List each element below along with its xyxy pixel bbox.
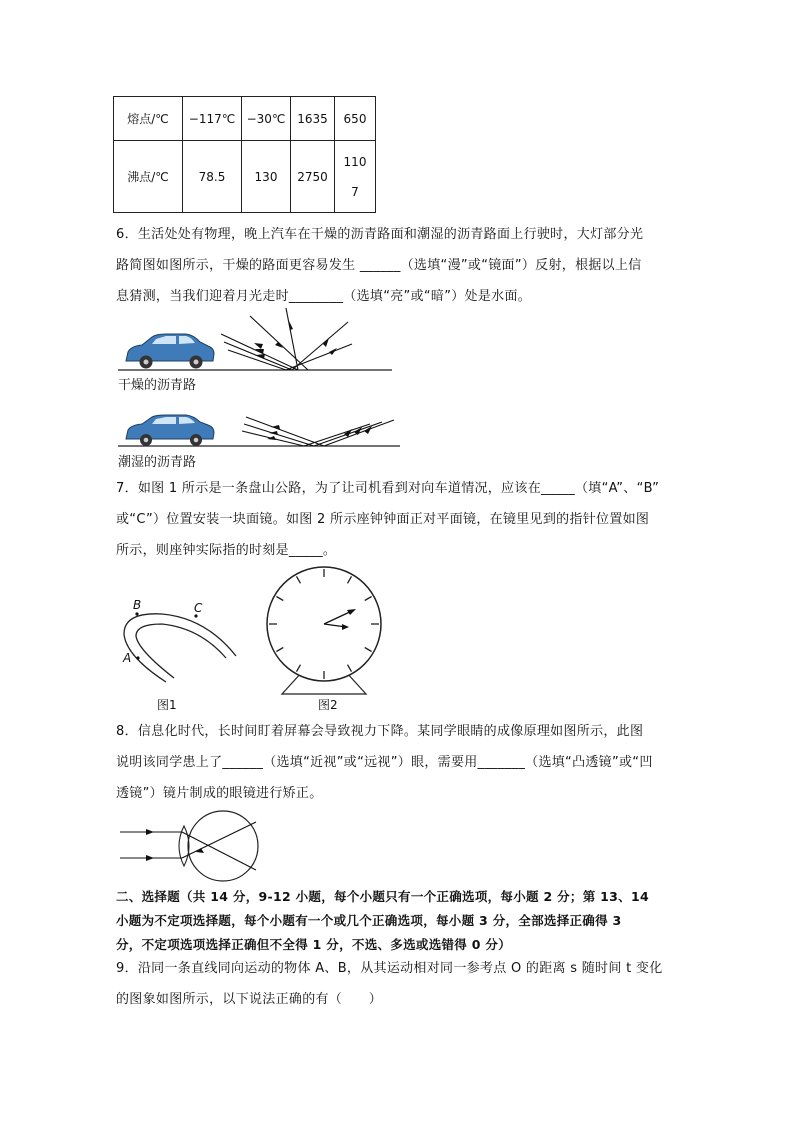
caption-wet-road: 潮湿的沥青路	[118, 455, 197, 470]
car-icon	[126, 415, 214, 446]
car-icon	[126, 334, 214, 369]
cell-part: 110	[343, 154, 367, 169]
q9-text	[116, 953, 686, 1015]
text-line: 说明该同学患上了______（选填“近视”或“远视”）眼，需要用_______（选填“凸透镜”或“凹	[116, 755, 653, 770]
fig1-caption: 图1	[157, 698, 177, 712]
point-a-dot	[136, 656, 139, 659]
table-cell: −30℃	[242, 97, 291, 141]
text-line: 透镜”）镜片制成的眼镜进行矫正。	[116, 786, 323, 801]
caption-dry-road: 干燥的沥青路	[118, 378, 197, 393]
text-line: 所示，则座钟实际指的时刻是_____。	[116, 543, 337, 558]
text-line: 9．沿同一条直线同向运动的物体 A、B，从其运动相对同一参考点 O 的距离 s 随时间 t 变化	[116, 961, 663, 976]
q8-text	[116, 716, 686, 809]
section2-heading	[116, 885, 686, 957]
text-line: 7．如图 1 所示是一条盘山公路，为了让司机看到对向车道情况，应该在_____（填“A”、“B”	[116, 481, 660, 496]
text-line: 路简图如图所示，干燥的路面更容易发生 ______（选填“漫”或“镜面”）反射，根据以上信	[116, 258, 642, 273]
text-line: 或“C”）位置安装一块面镜。如图 2 所示座钟钟面正对平面镜，在镜里见到的指针位置如图	[116, 512, 650, 527]
text-line: 8．信息化时代，长时间盯着屏幕会导致视力下降。某同学眼睛的成像原理如图所示，此图	[116, 724, 644, 739]
row-label-boiling: 沸点/℃	[114, 141, 183, 213]
table-cell: 1635	[291, 97, 335, 141]
clock-figure	[264, 566, 384, 698]
fig2-caption: 图2	[318, 698, 338, 712]
point-b-dot	[135, 612, 138, 615]
table-cell: −117℃	[183, 97, 242, 141]
table-cell: 130	[242, 141, 291, 213]
q6-text	[116, 219, 686, 312]
q7-text	[116, 473, 686, 566]
row-label-melting: 熔点/℃	[114, 97, 183, 141]
table-cell: 2750	[291, 141, 335, 213]
text-line: 二、选择题（共 14 分，9-12 小题，每个小题只有一个正确选项，每小题 2 分；第 13、14	[116, 889, 649, 904]
eye-figure	[118, 812, 268, 882]
table-cell	[335, 141, 376, 213]
melting-boiling-table	[113, 96, 376, 213]
text-line: 6．生活处处有物理，晚上汽车在干燥的沥青路面和潮湿的沥青路面上行驶时，大灯部分光	[116, 227, 644, 242]
text-line: 小题为不定项选择题，每个小题有一个或几个正确选项，每小题 3 分，全部选择正确得 3	[116, 913, 622, 928]
cell-part: 7	[351, 184, 359, 199]
dry-road-figure	[118, 306, 398, 374]
text-line: 息猜测，当我们迎着月光走时________（选填“亮”或“暗”）处是水面。	[116, 289, 532, 304]
wet-road-figure	[118, 412, 408, 452]
text-line: 分，不定项选项选择正确但不全得 1 分，不选、多选或选错得 0 分）	[116, 937, 512, 952]
label-a: A	[123, 651, 132, 665]
label-c: C	[194, 601, 203, 615]
table-cell: 78.5	[183, 141, 242, 213]
text-line: 的图象如图所示，以下说法正确的有（ ）	[116, 992, 383, 1007]
label-b: B	[133, 598, 142, 612]
table-cell: 650	[335, 97, 376, 141]
